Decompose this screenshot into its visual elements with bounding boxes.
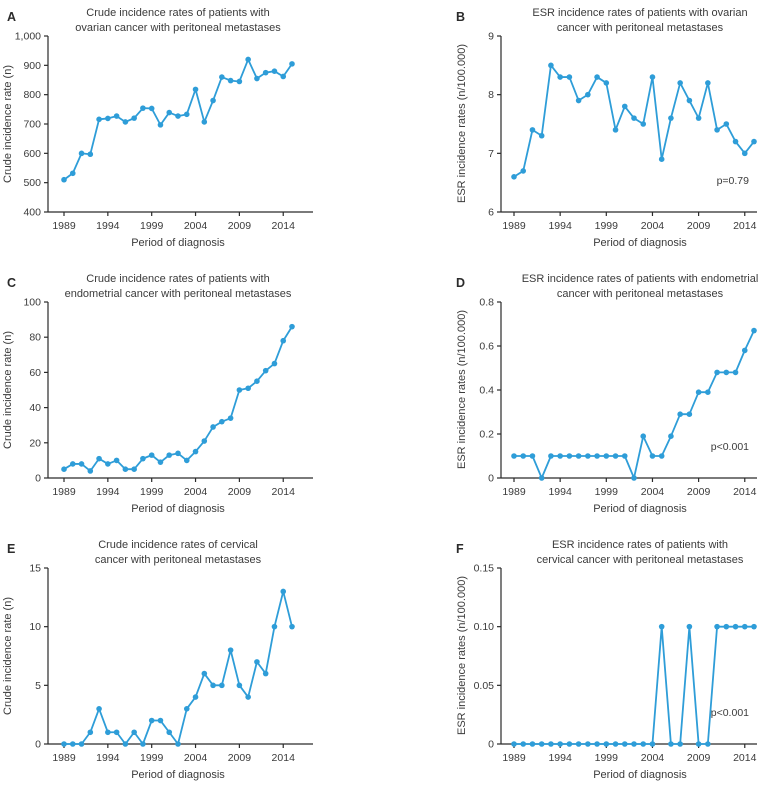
data-point [650,741,656,747]
data-point [228,415,234,421]
data-point [705,80,711,86]
data-point [272,624,278,630]
data-point [123,466,129,472]
data-point [210,424,216,430]
data-point [530,741,536,747]
data-point [79,741,85,747]
data-points [61,324,295,474]
chart-title-line1: Crude incidence rates of patients with [86,7,270,19]
p-value-annotation: p<0.001 [710,707,749,719]
data-point [237,683,243,689]
y-tick-label: 10 [29,621,41,634]
data-point [193,694,199,700]
data-point [511,453,517,459]
data-point [140,741,146,747]
y-tick-label: 0.05 [473,679,494,692]
data-point [705,389,711,395]
y-axis-label: ESR incidence rates (n/100.000) [456,310,468,470]
data-point [677,741,683,747]
x-tick-label: 2009 [227,752,252,764]
data-point [733,370,739,376]
x-axis-ticks [502,212,756,232]
panel-c [0,266,384,532]
data-point [280,589,286,595]
data-point [254,378,260,384]
data-point [158,459,164,465]
y-axis-label: Crude incidence rate (n) [2,65,14,184]
data-point [751,328,757,334]
x-axis-label: Period of diagnosis [131,503,225,515]
data-point [687,98,693,104]
data-points [511,328,757,481]
data-point [576,741,582,747]
y-tick-label: 100 [23,296,41,309]
data-point [530,127,536,133]
x-tick-label: 2014 [271,486,295,498]
data-point [733,139,739,145]
x-axis-label: Period of diagnosis [593,237,687,249]
y-tick-label: 0 [488,738,494,751]
x-axis-ticks [502,478,756,498]
chart-title-line2: cancer with peritoneal metastases [94,554,262,566]
data-point [567,453,573,459]
data-line [514,65,754,176]
data-point [228,647,234,653]
x-axis-ticks [52,212,295,232]
x-tick-label: 2004 [183,486,208,498]
data-point [237,79,243,85]
y-axis-label: Crude incidence rate (n) [2,597,14,716]
data-point [659,624,665,630]
chart-title-line2: endometrial cancer with peritoneal metastases [64,288,292,300]
data-point [548,741,554,747]
data-point [705,741,711,747]
y-tick-label: 600 [23,147,41,160]
data-point [96,117,102,123]
data-point [158,718,164,724]
y-axis-ticks [29,563,48,751]
data-point [511,741,517,747]
panel-f [384,532,768,798]
data-point [576,453,582,459]
data-point [511,174,517,180]
data-point [677,80,683,86]
data-point [594,74,600,80]
data-point [272,361,278,367]
y-tick-label: 0.15 [473,562,494,575]
x-axis-ticks [502,744,756,764]
y-tick-label: 5 [35,679,41,692]
data-point [61,741,67,747]
data-point [289,61,295,67]
p-value-annotation: p<0.001 [710,441,749,453]
y-axis-label: Crude incidence rate (n) [2,331,14,450]
chart-title-line2: cancer with peritoneal metastases [556,288,724,300]
data-point [184,112,190,118]
y-tick-label: 900 [23,59,41,72]
axes [48,36,313,212]
data-point [114,458,120,464]
data-point [210,683,216,689]
data-point [70,461,76,467]
y-tick-label: 6 [488,206,494,219]
data-point [751,624,757,630]
x-tick-label: 2009 [686,752,711,764]
y-tick-label: 9 [488,30,494,43]
chart-canvas [384,266,768,532]
x-tick-label: 1999 [140,486,164,498]
x-tick-label: 2014 [733,752,757,764]
chart-canvas [384,532,768,798]
y-tick-label: 7 [488,147,494,160]
data-point [166,729,172,735]
data-point [149,106,155,112]
panel-letter: E [7,542,16,556]
x-tick-label: 2014 [271,752,295,764]
x-tick-label: 2004 [640,486,665,498]
x-tick-label: 2004 [640,220,665,232]
data-line [514,627,754,744]
x-tick-label: 1989 [502,220,526,232]
data-point [114,729,120,735]
data-point [149,718,155,724]
data-point [245,385,251,391]
data-point [88,151,94,157]
x-tick-label: 1999 [594,752,618,764]
data-point [166,452,172,458]
data-point [237,387,243,393]
chart-title-line2: cancer with peritoneal metastases [556,22,724,34]
x-axis-label: Period of diagnosis [593,503,687,515]
y-tick-label: 400 [23,206,41,219]
y-tick-label: 8 [488,89,494,102]
x-tick-label: 1989 [52,752,76,764]
data-point [79,151,85,157]
data-point [714,127,720,133]
data-point [714,624,720,630]
y-tick-label: 500 [23,177,41,190]
data-point [742,348,748,354]
data-point [659,453,665,459]
data-point [193,449,199,455]
data-point [175,741,181,747]
data-point [585,92,591,98]
data-point [539,133,545,139]
p-value-annotation: p=0.79 [716,175,749,187]
panel-e [0,532,384,798]
chart-canvas [0,266,384,532]
x-tick-label: 1989 [52,486,76,498]
data-point [61,177,67,183]
x-axis-label: Period of diagnosis [131,237,225,249]
data-point [687,624,693,630]
y-tick-label: 60 [29,366,41,379]
chart-canvas [0,0,384,266]
axes [48,302,313,478]
data-point [70,741,76,747]
y-tick-label: 0 [35,738,41,751]
data-point [280,74,286,80]
x-tick-label: 1999 [140,752,164,764]
data-point [184,706,190,712]
data-point [696,741,702,747]
data-point [631,475,637,481]
data-point [622,104,628,110]
x-tick-label: 1989 [502,486,526,498]
y-tick-label: 15 [29,562,41,575]
chart-title-line1: ESR incidence rates of patients with [551,539,729,551]
x-tick-label: 1994 [96,486,120,498]
data-point [105,729,111,735]
data-point [604,741,610,747]
data-point [668,433,674,439]
data-point [557,741,563,747]
data-point [202,119,208,125]
data-point [557,453,563,459]
data-point [202,671,208,677]
chart-title-line1: ESR incidence rates of patients with endometrial [521,273,759,285]
data-point [105,116,111,122]
y-axis-ticks [474,563,501,751]
y-tick-label: 0.2 [479,428,494,441]
y-axis-ticks [488,31,501,219]
data-point [640,741,646,747]
data-point [631,741,637,747]
x-tick-label: 2009 [227,486,252,498]
data-point [96,706,102,712]
chart-title-line1: Crude incidence rates of patients with [86,273,270,285]
data-point [733,624,739,630]
data-point [567,741,573,747]
data-line [64,591,292,744]
data-point [131,115,137,121]
x-axis-label: Period of diagnosis [131,769,225,781]
data-point [79,461,85,467]
data-point [219,74,225,80]
data-point [219,683,225,689]
data-point [175,113,181,119]
x-tick-label: 2009 [227,220,252,232]
y-tick-label: 0.6 [479,340,494,353]
data-point [263,70,269,76]
x-tick-label: 2009 [686,220,711,232]
data-points [61,589,295,747]
x-axis-ticks [52,744,295,764]
data-point [272,68,278,74]
chart-canvas [384,0,768,266]
x-tick-label: 1994 [548,220,572,232]
data-point [88,729,94,735]
y-tick-label: 0.4 [479,384,494,397]
data-point [123,119,129,125]
panel-letter: F [456,542,464,556]
y-tick-label: 800 [23,89,41,102]
data-point [604,80,610,86]
data-line [64,327,292,471]
data-point [650,74,656,80]
data-point [228,78,234,84]
data-point [166,110,172,116]
data-point [254,76,260,82]
y-tick-label: 0 [488,472,494,485]
data-point [193,87,199,93]
data-point [604,453,610,459]
y-tick-label: 0 [35,472,41,485]
data-point [548,453,554,459]
data-point [263,368,269,374]
x-tick-label: 2014 [733,220,757,232]
data-point [594,741,600,747]
data-point [539,741,545,747]
data-point [659,156,665,162]
data-point [724,121,730,127]
data-point [613,453,619,459]
data-point [245,57,251,63]
data-point [280,338,286,344]
data-point [105,461,111,467]
y-axis-ticks [23,297,48,485]
chart-title-line1: Crude incidence rates of cervical [98,539,258,551]
x-tick-label: 2004 [640,752,665,764]
data-points [61,57,295,183]
panel-letter: D [456,276,466,290]
x-tick-label: 2014 [271,220,295,232]
data-point [640,433,646,439]
y-tick-label: 1,000 [14,30,41,43]
data-point [539,475,545,481]
y-tick-label: 0.10 [473,621,494,634]
data-point [696,389,702,395]
data-point [158,122,164,128]
data-point [585,741,591,747]
x-axis-label: Period of diagnosis [593,769,687,781]
data-point [61,466,67,472]
data-point [594,453,600,459]
data-point [548,63,554,69]
data-point [289,624,295,630]
data-point [210,98,216,104]
data-point [530,453,536,459]
data-point [520,741,526,747]
x-tick-label: 1994 [96,220,120,232]
data-point [751,139,757,145]
data-point [254,659,260,665]
data-point [724,370,730,376]
x-tick-label: 2009 [686,486,711,498]
x-tick-label: 2014 [733,486,757,498]
data-point [613,741,619,747]
x-tick-label: 1989 [502,752,526,764]
data-point [668,741,674,747]
data-points [511,624,757,747]
data-point [650,453,656,459]
y-axis-ticks [15,31,48,219]
x-tick-label: 1999 [594,220,618,232]
data-point [184,458,190,464]
data-point [289,324,295,330]
panel-letter: C [7,276,17,290]
y-tick-label: 700 [23,118,41,131]
data-point [263,671,269,677]
data-point [131,466,137,472]
y-tick-label: 40 [29,402,41,415]
chart-title-line2: ovarian cancer with peritoneal metastases [75,22,281,34]
data-point [70,170,76,176]
x-tick-label: 2004 [183,220,208,232]
data-point [140,456,146,462]
y-tick-label: 80 [29,331,41,344]
x-axis-ticks [52,478,295,498]
data-point [622,453,628,459]
x-tick-label: 2004 [183,752,208,764]
y-axis-label: ESR incidence rates (n/100.000) [456,44,468,204]
data-point [140,105,146,111]
x-tick-label: 1994 [96,752,120,764]
data-point [131,729,137,735]
axes [48,568,313,744]
data-point [677,411,683,417]
data-point [742,151,748,157]
chart-title-line2: cervical cancer with peritoneal metastases [536,554,744,566]
data-point [114,113,120,119]
data-point [96,456,102,462]
data-point [219,419,225,425]
panel-letter: A [7,10,17,24]
data-point [520,453,526,459]
y-tick-label: 20 [29,437,41,450]
data-point [687,411,693,417]
panel-letter: B [456,10,466,24]
panel-d [384,266,768,532]
data-point [520,168,526,174]
data-point [557,74,563,80]
y-axis-label: ESR incidence rates (n/100.000) [456,576,468,736]
data-point [202,438,208,444]
chart-title-line1: ESR incidence rates of patients with ovarian [532,7,748,19]
x-tick-label: 1999 [140,220,164,232]
x-tick-label: 1999 [594,486,618,498]
data-point [585,453,591,459]
x-tick-label: 1994 [548,752,572,764]
data-point [613,127,619,133]
data-points [511,63,757,180]
data-point [175,451,181,457]
data-point [640,121,646,127]
data-point [622,741,628,747]
y-axis-ticks [479,297,501,485]
data-point [576,98,582,104]
data-point [123,741,129,747]
chart-canvas [0,532,384,798]
data-point [724,624,730,630]
data-point [88,468,94,474]
data-point [668,115,674,121]
data-point [245,694,251,700]
y-tick-label: 0.8 [479,296,494,309]
data-point [696,115,702,121]
data-point [149,452,155,458]
panel-b [384,0,768,266]
panel-a [0,0,384,266]
data-point [567,74,573,80]
data-point [631,115,637,121]
data-point [714,370,720,376]
x-tick-label: 1989 [52,220,76,232]
x-tick-label: 1994 [548,486,572,498]
data-point [742,624,748,630]
